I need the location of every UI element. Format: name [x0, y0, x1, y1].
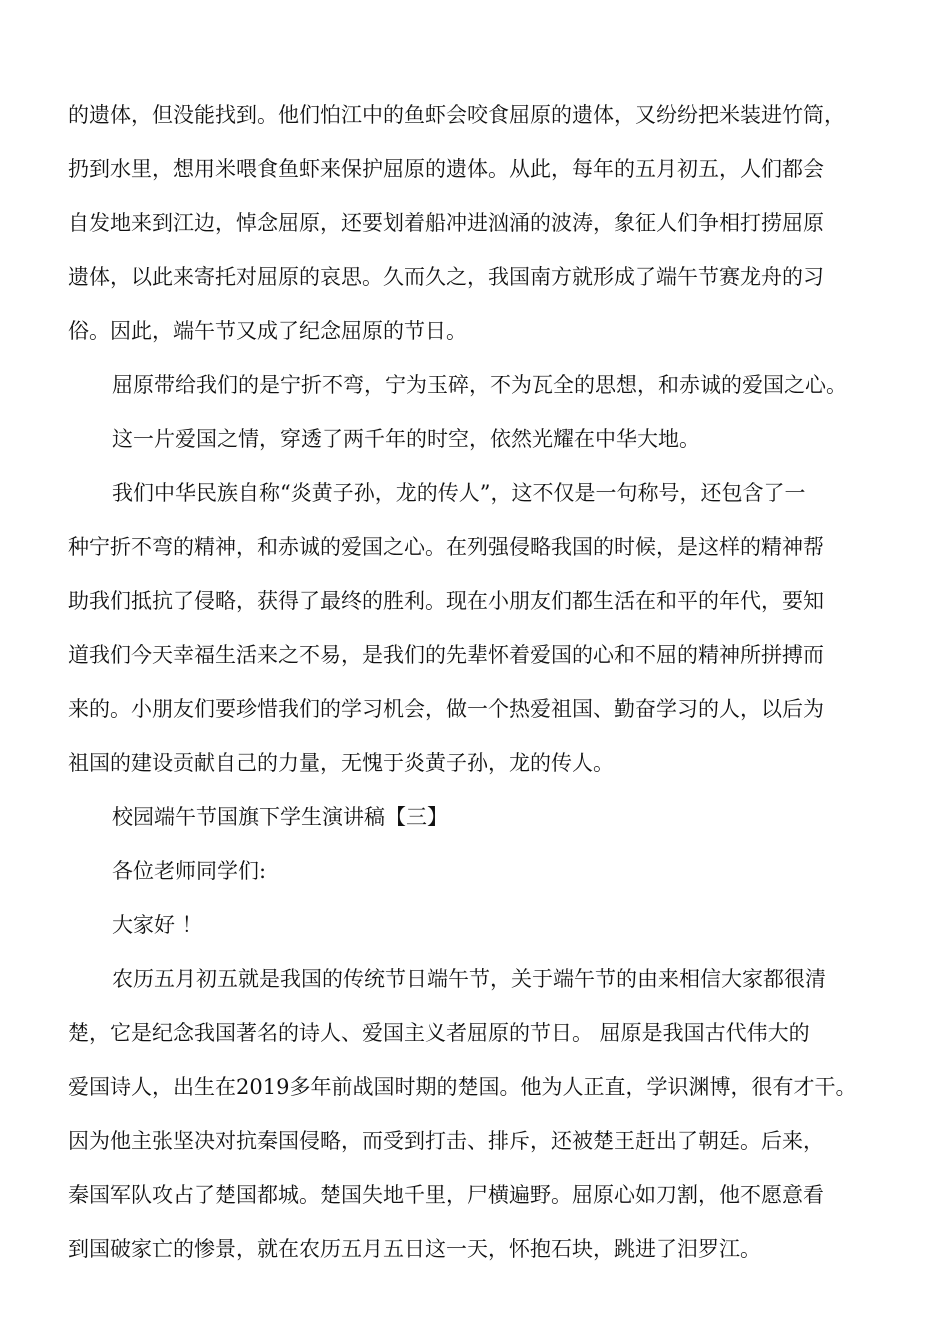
text-line: 道我们今天幸福生活来之不易，是我们的先辈怀着爱国的心和不屈的精神所拼搏而	[68, 643, 824, 667]
paragraph-first-line: 我们中华民族自称“炎黄子孙，龙的传人”，这不仅是一句称号，还包含了一	[112, 481, 806, 505]
paragraph-first-line: 屈原带给我们的是宁折不弯，宁为玉碎，不为瓦全的思想，和赤诚的爱国之心。	[112, 373, 847, 397]
salutation: 各位老师同学们:	[112, 859, 267, 883]
text-line: 来的。小朋友们要珍惜我们的学习机会，做一个热爱祖国、勤奋学习的人，以后为	[68, 697, 824, 721]
paragraph-first-line: 这一片爱国之情，穿透了两千年的时空，依然光耀在中华大地。	[112, 427, 700, 451]
text-line: 俗。因此，端午节又成了纪念屈原的节日。	[68, 319, 467, 343]
paragraph-first-line: 农历五月初五就是我国的传统节日端午节，关于端午节的由来相信大家都很清	[112, 967, 826, 991]
text-line: 助我们抵抗了侵略，获得了最终的胜利。现在小朋友们都生活在和平的年代，要知	[68, 589, 824, 613]
document-page	[68, 88, 883, 1276]
text-line: 因为他主张坚决对抗秦国侵略，而受到打击、排斥，还被楚王赶出了朝廷。后来，	[68, 1129, 824, 1153]
text-line: 的遗体，但没能找到。他们怕江中的鱼虾会咬食屈原的遗体，又纷纷把米装进竹筒，	[68, 103, 845, 127]
text-line: 楚，它是纪念我国著名的诗人、爱国主义者屈原的节日。 屈原是我国古代伟大的	[68, 1021, 810, 1045]
text-line: 秦国军队攻占了楚国都城。楚国失地千里，尸横遍野。屈原心如刀割，他不愿意看	[68, 1183, 824, 1207]
text-line: 祖国的建设贡献自己的力量，无愧于炎黄子孙，龙的传人。	[68, 751, 614, 775]
text-line: 自发地来到江边，悼念屈原，还要划着船冲进汹涌的波涛，象征人们争相打捞屈原	[68, 211, 824, 235]
greeting: 大家好 ！	[112, 913, 203, 937]
text-line: 扔到水里，想用米喂食鱼虾来保护屈原的遗体。从此，每年的五月初五，人们都会	[68, 157, 824, 181]
text-line: 到国破家亡的惨景，就在农历五月五日这一天，怀抱石块，跳进了汨罗江。	[68, 1237, 761, 1261]
text-line: 遗体，以此来寄托对屈原的哀思。久而久之，我国南方就形成了端午节赛龙舟的习	[68, 265, 824, 289]
section-heading: 校园端午节国旗下学生演讲稿【三】	[112, 805, 448, 829]
text-line: 爱国诗人，出生在2019多年前战国时期的楚国。他为人正直，学识渊博，很有才干。	[68, 1075, 857, 1099]
text-line: 种宁折不弯的精神，和赤诚的爱国之心。在列强侵略我国的时候，是这样的精神帮	[68, 535, 824, 559]
